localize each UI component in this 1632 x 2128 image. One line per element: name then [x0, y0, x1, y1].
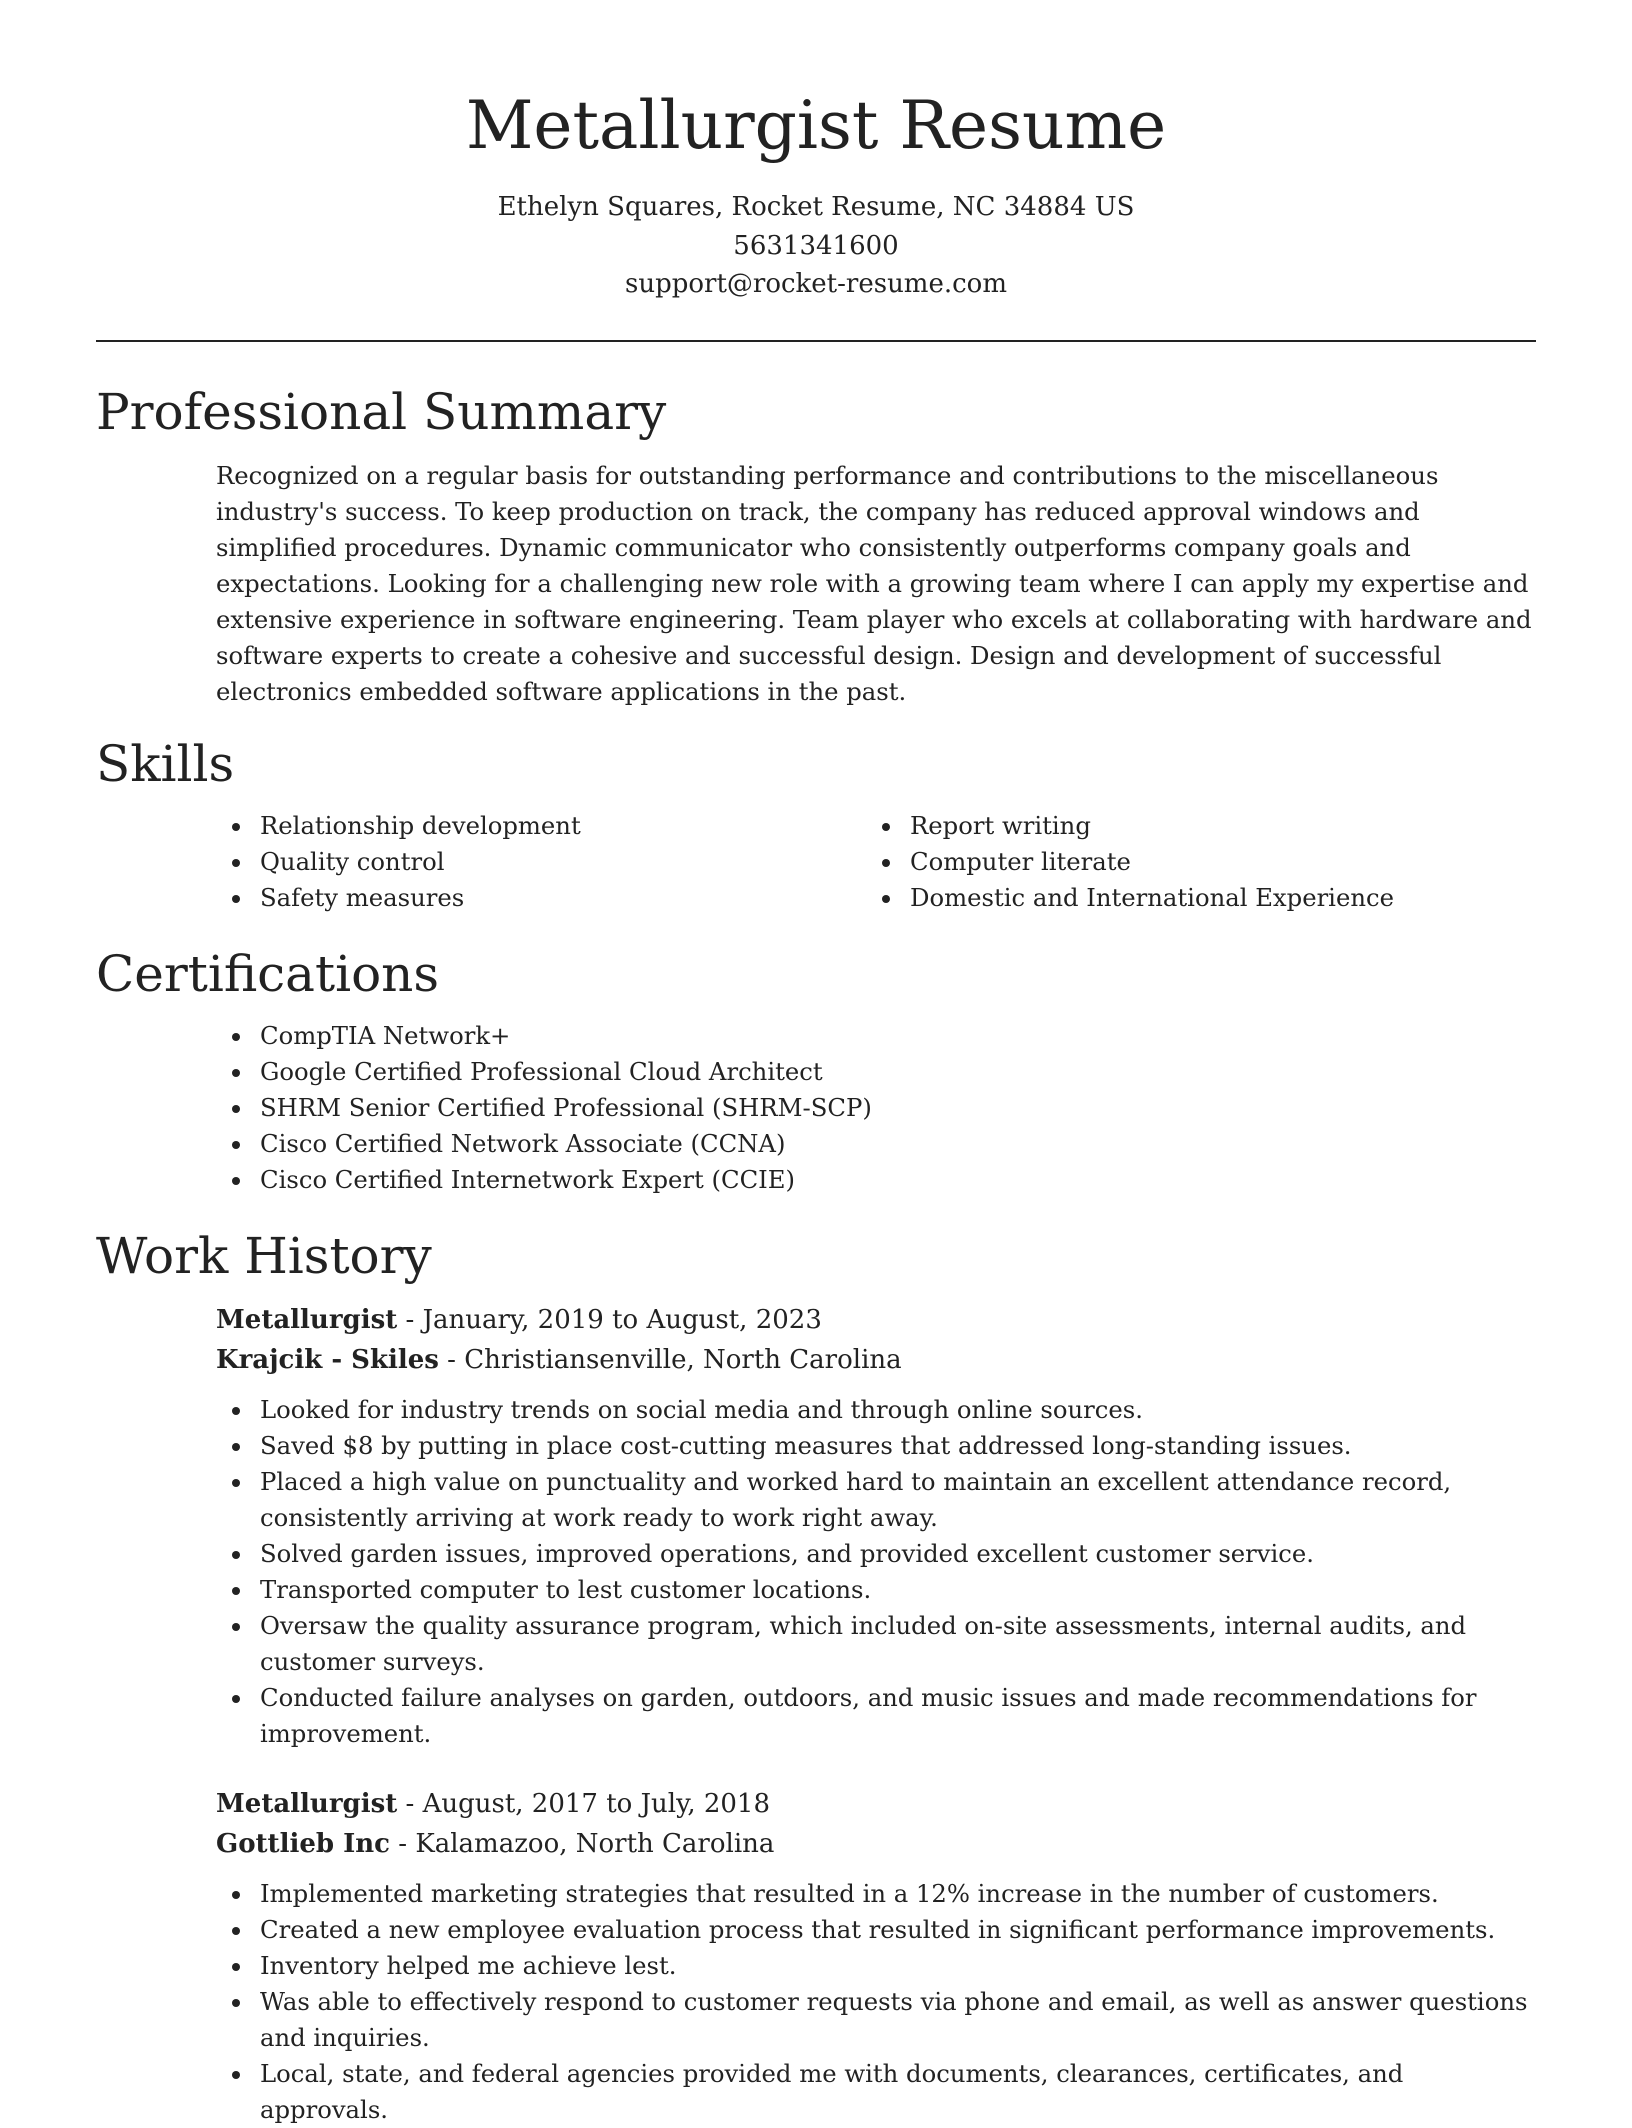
job-location: - Christiansenville, North Carolina [438, 1344, 902, 1375]
list-item: CompTIA Network+ [96, 1018, 1536, 1054]
certifications-section [96, 944, 1536, 1198]
list-item: Created a new employee evaluation process that resulted in significant performance improvements. [96, 1912, 1536, 1948]
list-item: Solved garden issues, improved operations, and provided excellent customer service. [96, 1536, 1536, 1572]
resume-header [96, 0, 1536, 304]
job-company: Gottlieb Inc [216, 1828, 390, 1859]
address-text: Ethelyn Squares, Rocket Resume, NC 34884 US [497, 192, 1135, 222]
job-bullets [96, 1392, 1536, 1752]
job-title-line [216, 1784, 1536, 1824]
list-item: Implemented marketing strategies that resulted in a 12% increase in the number of customers. [96, 1876, 1536, 1912]
list-item: Inventory helped me achieve lest. [96, 1948, 1536, 1984]
email-text: support@rocket-resume.com [624, 269, 1007, 299]
list-item: Looked for industry trends on social media and through online sources. [96, 1392, 1536, 1428]
certifications-list [96, 1018, 1536, 1198]
skills-columns [96, 808, 1536, 916]
job-dates: - January, 2019 to August, 2023 [397, 1304, 822, 1335]
skills-list-right [746, 808, 1396, 916]
job-role: Metallurgist [216, 1304, 398, 1335]
job-location: - Kalamazoo, North Carolina [390, 1828, 775, 1859]
list-item: SHRM Senior Certified Professional (SHRM-SCP) [96, 1090, 1536, 1126]
list-item: Computer literate [746, 844, 1396, 880]
summary-heading: Professional Summary [96, 382, 667, 441]
header-divider [96, 340, 1536, 342]
skills-list-left [96, 808, 746, 916]
list-item: Transported computer to lest customer locations. [96, 1572, 1536, 1608]
job-role: Metallurgist [216, 1788, 398, 1819]
list-item: Safety measures [96, 880, 746, 916]
contact-block [96, 188, 1536, 304]
list-item: Google Certified Professional Cloud Architect [96, 1054, 1536, 1090]
summary-text: Recognized on a regular basis for outstanding performance and contributions to the miscellaneous industry's success. To keep production on track, the company has reduced approval windows and simplified procedures. Dynamic communicator who consistently outperforms company goals and expectations. Looking for a challenging new role with a growing team where I can apply my expertise and extensive experience in software engineering. Team player who excels at collaborating with hardware and software experts to create a cohesive and successful design. Design and development of successful electronics embedded software applications in the past. [216, 460, 1532, 706]
list-item: Relationship development [96, 808, 746, 844]
list-item: Placed a high value on punctuality and worked hard to maintain an excellent attendance record, consistently arriving at work ready to work right away. [96, 1464, 1536, 1536]
job-bullets [96, 1876, 1536, 2128]
skills-heading: Skills [96, 734, 235, 793]
job-company: Krajcik - Skiles [216, 1344, 439, 1375]
list-item: Conducted failure analyses on garden, outdoors, and music issues and made recommendations for improvement. [96, 1680, 1536, 1752]
list-item: Cisco Certified Internetwork Expert (CCIE) [96, 1162, 1536, 1198]
resume-page [96, 0, 1536, 2128]
list-item: Report writing [746, 808, 1396, 844]
list-item: Cisco Certified Network Associate (CCNA) [96, 1126, 1536, 1162]
list-item: Domestic and International Experience [746, 880, 1396, 916]
certifications-heading: Certifications [96, 944, 440, 1003]
phone-text: 5631341600 [733, 230, 899, 261]
list-item: Saved $8 by putting in place cost-cutting measures that addressed long-standing issues. [96, 1428, 1536, 1464]
work-section [96, 1226, 1536, 2128]
skills-section [96, 734, 1536, 916]
list-item: Quality control [96, 844, 746, 880]
work-heading: Work History [96, 1226, 432, 1285]
job-title-line [216, 1300, 1536, 1340]
job-dates: - August, 2017 to July, 2018 [397, 1788, 771, 1819]
list-item: Oversaw the quality assurance program, which included on-site assessments, internal audits, and customer surveys. [96, 1608, 1536, 1680]
job-company-line [216, 1824, 1536, 1864]
summary-section [96, 382, 1536, 710]
resume-title: Metallurgist Resume [465, 87, 1167, 164]
list-item: Local, state, and federal agencies provided me with documents, clearances, certificates, and approvals. [96, 2056, 1536, 2128]
job-company-line [216, 1340, 1536, 1380]
list-item: Was able to effectively respond to customer requests via phone and email, as well as answer questions and inquiries. [96, 1984, 1536, 2056]
job-entry [96, 1784, 1536, 2128]
job-entry [96, 1300, 1536, 1752]
